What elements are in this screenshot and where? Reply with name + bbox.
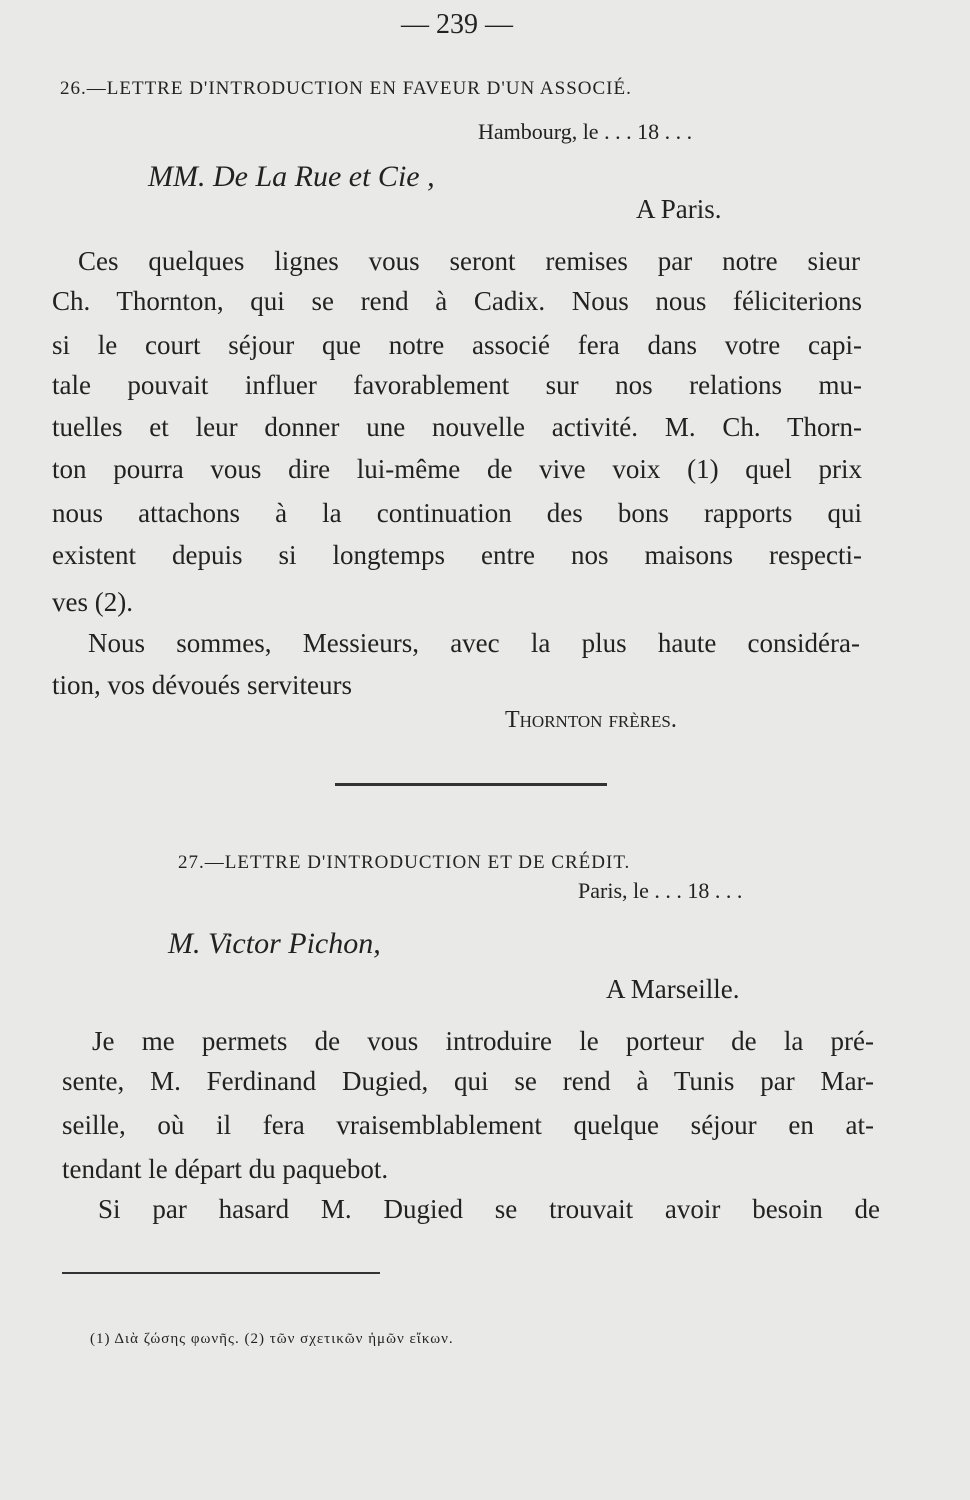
body-line: sente, M. Ferdinand Dugied, qui se rend à Tunis par Mar- (62, 1066, 874, 1096)
letter-26-addressee: MM. De La Rue et Cie , (148, 160, 435, 193)
letter-27-addressee: M. Victor Pichon, (168, 927, 381, 960)
closing-line: tion, vos dévoués serviteurs (52, 670, 352, 700)
body-line: Je me permets de vous introduire le porteur de la pré- (92, 1026, 874, 1056)
body-line: nous attachons à la continuation des bons rapports qui (52, 498, 862, 528)
letter-26-city: A Paris. (636, 194, 722, 224)
letter-26-heading: 26.—LETTRE D'INTRODUCTION EN FAVEUR D'UN ASSOCIÉ. (60, 78, 632, 99)
footnote: (1) Διὰ ζώσης φωνῆς. (2) τῶν σχετικῶν ἡμῶν εἴκων. (90, 1331, 454, 1347)
body-line: si le court séjour que notre associé fera dans votre capi- (52, 330, 862, 360)
body-line: Ces quelques lignes vous seront remises par notre sieur (78, 246, 860, 276)
body-line: seille, où il fera vraisemblablement quelque séjour en at- (62, 1110, 874, 1140)
body-line: ton pourra vous dire lui-même de vive voix (1) quel prix (52, 454, 862, 484)
page-number: — 239 — (401, 9, 513, 40)
body-line: tale pouvait influer favorablement sur nos relations mu- (52, 370, 862, 400)
letter-27-city: A Marseille. (606, 974, 740, 1004)
closing-line: Nous sommes, Messieurs, avec la plus haute considéra- (88, 628, 860, 658)
letter-27-heading: 27.—LETTRE D'INTRODUCTION ET DE CRÉDIT. (178, 852, 631, 873)
body-line: Ch. Thornton, qui se rend à Cadix. Nous nous féliciterions (52, 286, 862, 316)
body-line: ves (2). (52, 587, 133, 617)
body-line: Si par hasard M. Dugied se trouvait avoir besoin de (98, 1194, 880, 1224)
letter-26-place-date: Hambourg, le . . . 18 . . . (478, 119, 693, 144)
letter-27-place-date: Paris, le . . . 18 . . . (578, 878, 743, 903)
body-line: tendant le départ du paquebot. (62, 1154, 389, 1184)
footnote-divider (62, 1272, 380, 1274)
letter-26-signature: Thornton frères. (505, 707, 677, 733)
body-line: tuelles et leur donner une nouvelle activité. M. Ch. Thorn- (52, 412, 862, 442)
section-divider (335, 783, 607, 786)
body-line: existent depuis si longtemps entre nos maisons respecti- (52, 540, 862, 570)
